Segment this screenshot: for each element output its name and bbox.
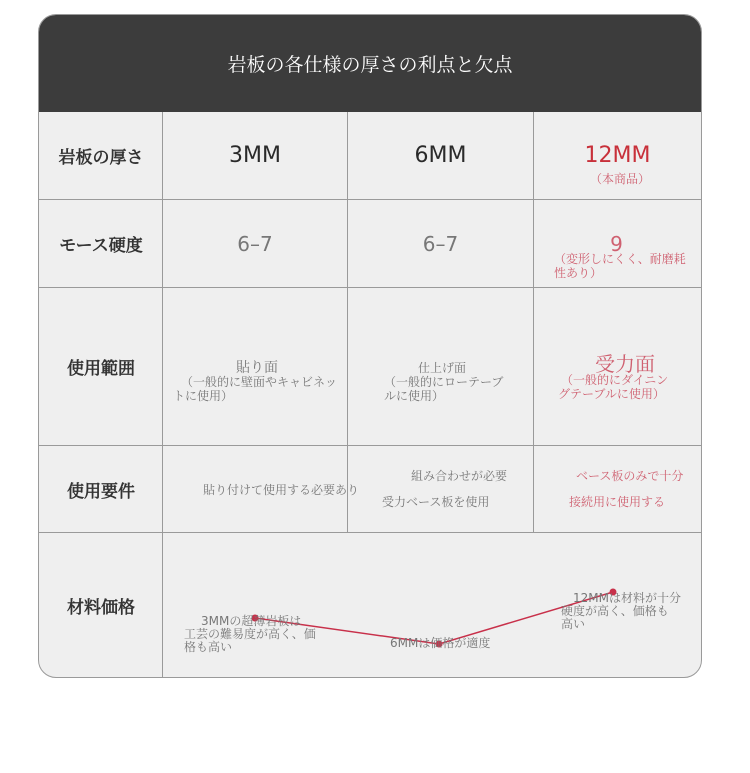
requirement-6mm-b: 受力ベース板を使用 <box>382 495 490 509</box>
requirement-12mm-b: 接続用に使用する <box>569 495 666 509</box>
hardness-6mm: 6–7 <box>422 232 459 256</box>
hardness-12mm: 9 <box>610 232 623 256</box>
price-note-3mm-line3: 格も高い <box>184 640 233 654</box>
spec-table <box>39 112 701 677</box>
usage-12mm <box>551 352 699 401</box>
spec-comparison-card <box>38 14 702 678</box>
hardness-note-line1: （変形しにくく、耐磨耗 <box>554 252 686 266</box>
hardness-12mm-note <box>554 252 699 280</box>
price-note-3mm-line2: 工芸の難易度が高く、価 <box>184 627 316 641</box>
price-note-3mm <box>184 615 316 654</box>
row-label-requirements: 使用要件 <box>67 481 135 502</box>
usage-3mm-note1: （一般的に壁面やキャビネッ <box>181 375 338 389</box>
this-product-note: （本商品） <box>589 172 650 186</box>
price-note-3mm-line1: 3MMの超薄岩板は <box>201 614 302 628</box>
usage-6mm <box>378 361 528 403</box>
usage-6mm-note2: ルに使用） <box>384 389 445 403</box>
table-title: 岩板の各仕様の厚さの利点と欠点 <box>227 54 513 76</box>
requirement-6mm-a: 組み合わせが必要 <box>411 469 508 483</box>
usage-6mm-title: 仕上げ面 <box>418 361 467 375</box>
price-note-12mm <box>561 592 681 631</box>
column-divider <box>347 112 348 532</box>
thickness-3mm: 3MM <box>229 143 281 168</box>
hardness-3mm: 6–7 <box>237 232 273 256</box>
thickness-6mm: 6MM <box>414 143 467 168</box>
row-label-usage-scope: 使用範囲 <box>67 359 135 379</box>
row-label-hardness: モース硬度 <box>59 236 143 256</box>
table-header <box>39 15 701 112</box>
price-note-12mm-line3: 高い <box>561 617 586 631</box>
price-note-12mm-line1: 12MMは材料が十分 <box>573 591 681 605</box>
row-label-price: 材料価格 <box>67 597 135 618</box>
hardness-note-line2: 性あり） <box>554 266 603 280</box>
usage-3mm-title: 貼り面 <box>236 360 278 376</box>
usage-3mm <box>173 361 341 403</box>
usage-6mm-note1: （一般的にローテーブ <box>384 375 504 389</box>
requirement-12mm-a: ベース板のみで十分 <box>576 469 684 483</box>
row-label-thickness: 岩板の厚さ <box>58 148 144 168</box>
price-note-6mm: 6MMは価格が適度 <box>390 636 491 650</box>
usage-12mm-note1: （一般的にダイニン <box>561 373 669 387</box>
requirement-3mm: 貼り付けて使用する必要あり <box>203 483 360 497</box>
price-note-12mm-line2: 硬度が高く、価格も <box>561 604 669 618</box>
thickness-12mm: 12MM <box>584 143 651 168</box>
usage-12mm-note2: グテーブルに使用） <box>558 387 665 401</box>
usage-3mm-note2: トに使用） <box>173 389 234 403</box>
usage-12mm-title: 受力面 <box>595 352 655 376</box>
